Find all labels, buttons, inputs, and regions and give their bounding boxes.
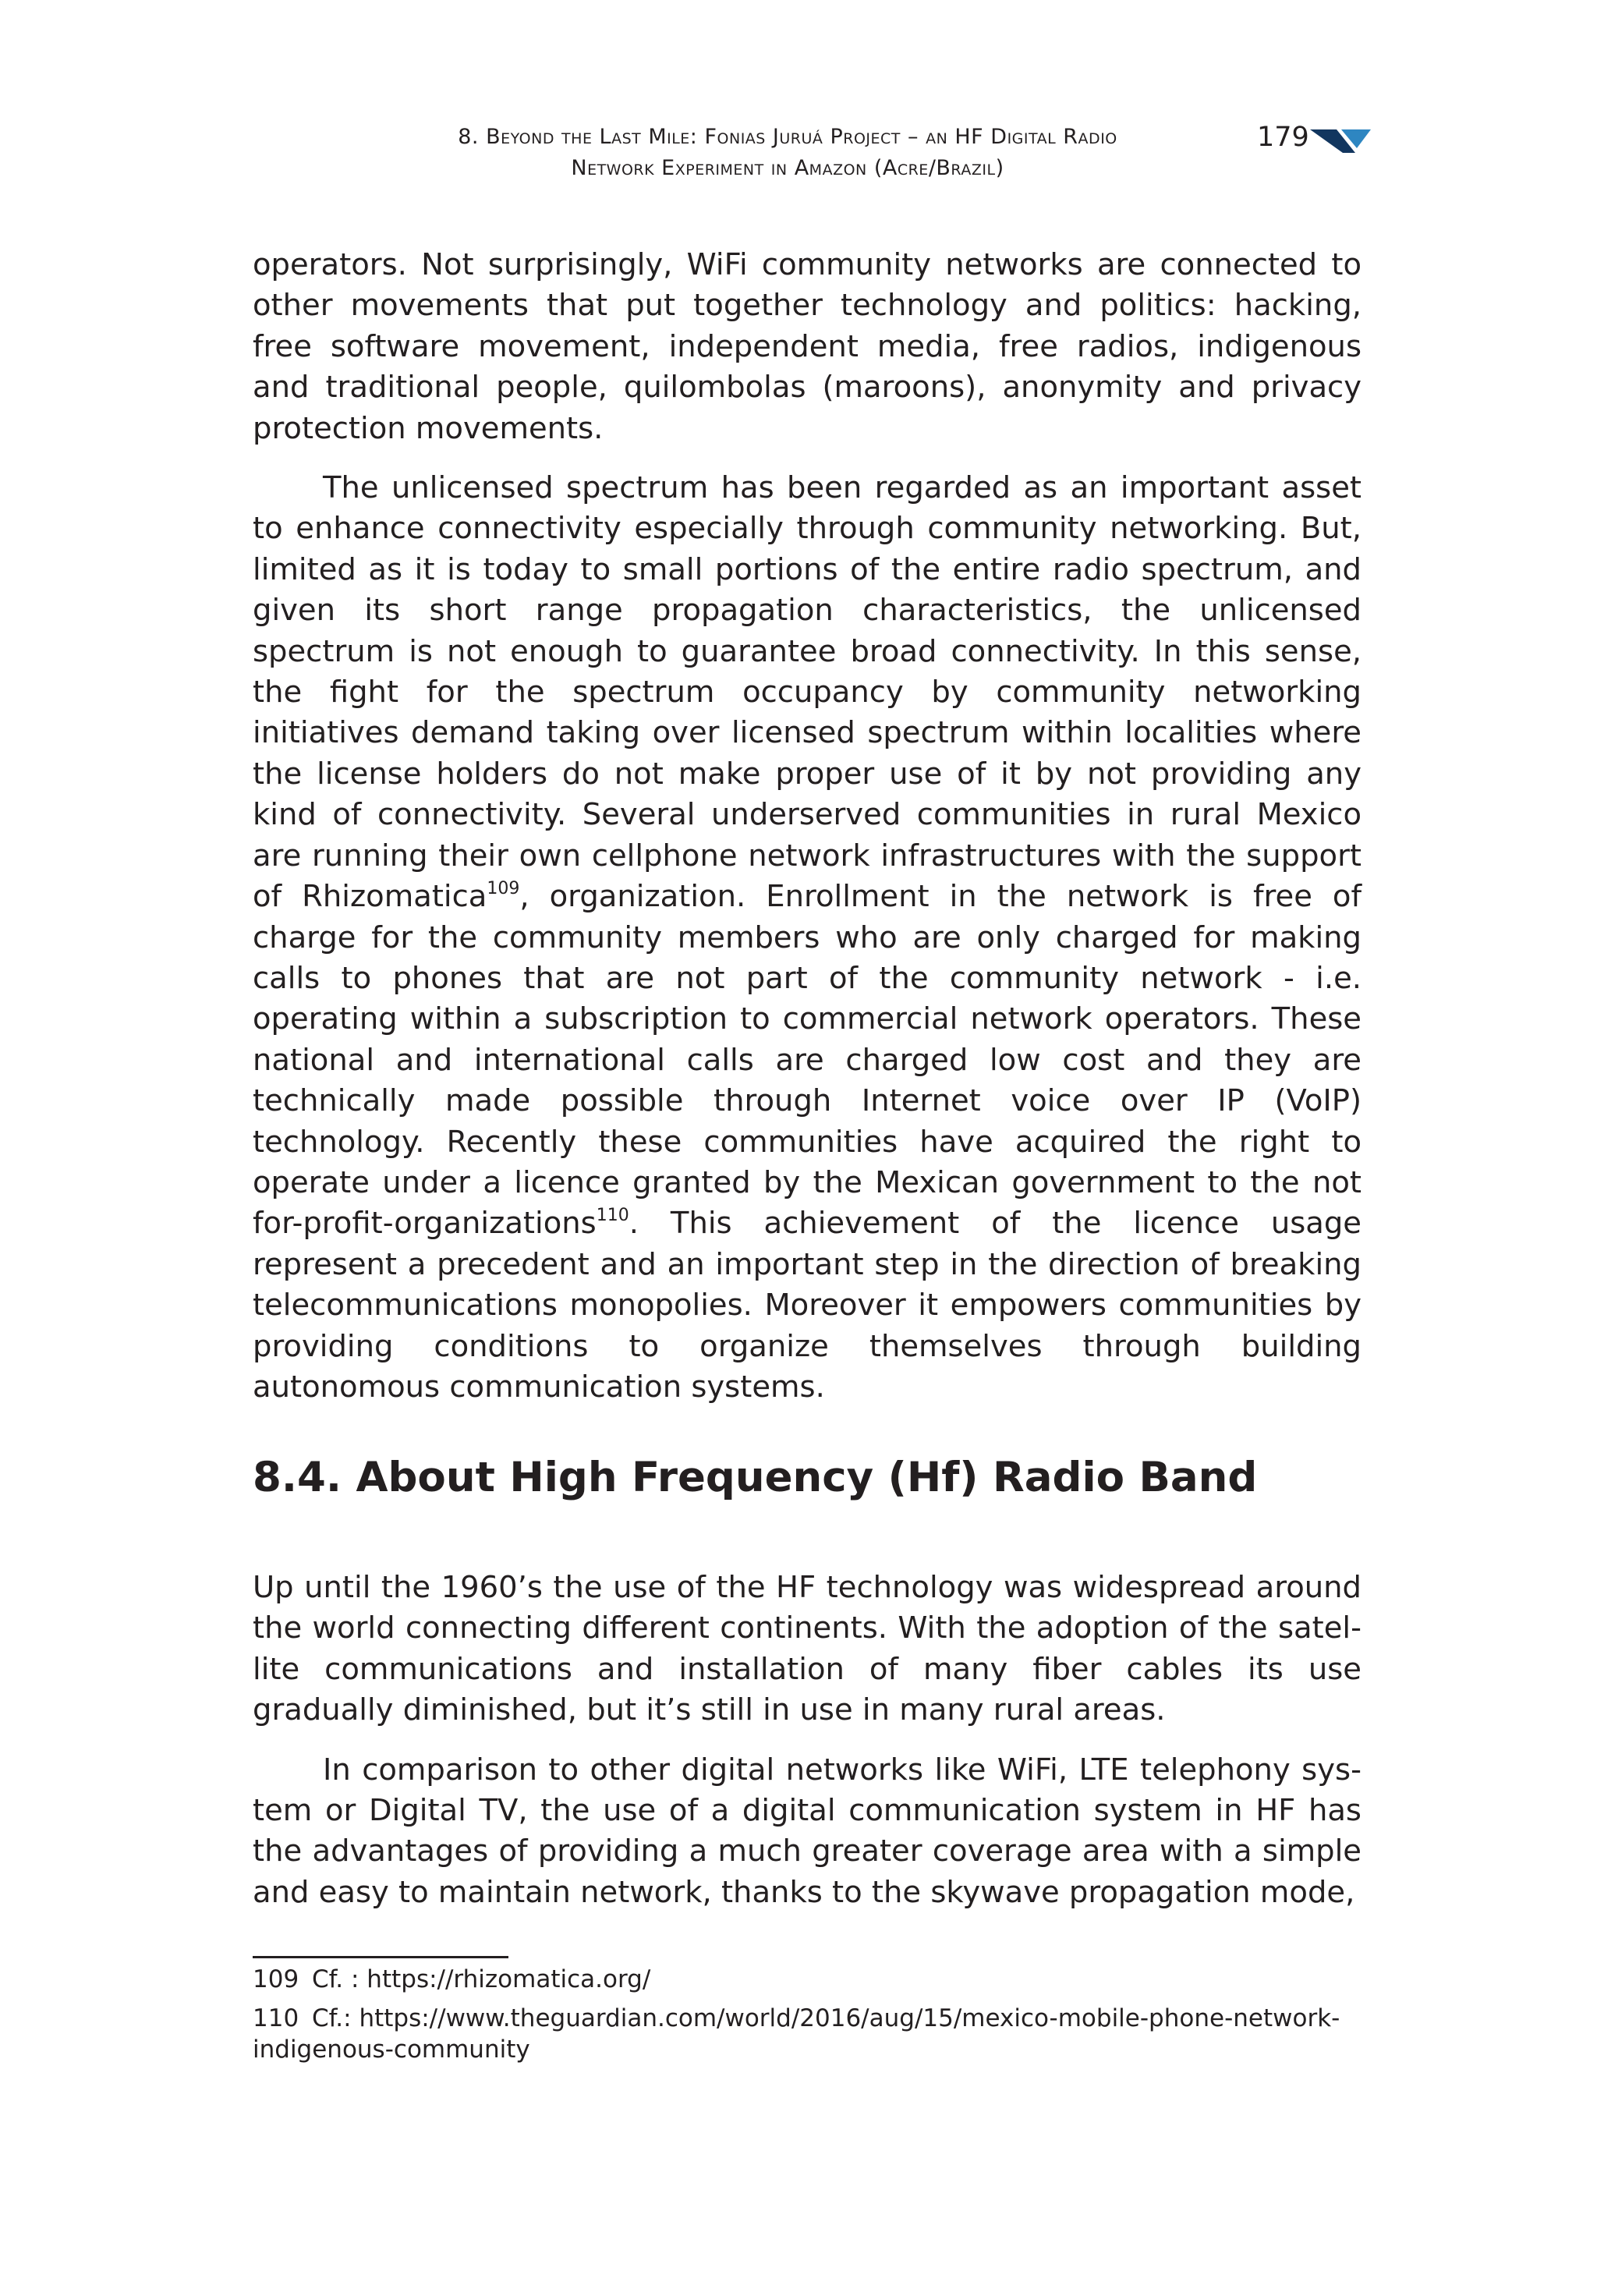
paragraph-2-text-a: The unlicensed spectrum has been regarded as an important asset to enhance connectivity especially through community networking. But, limited as it is today to small portions of the entire radio spectrum, and given its short range propagation characteristics, the unlicensed spectrum is not enough to guarantee broad connectivity. In this sense, the fight for the spectrum occupancy by community networking initiatives demand taking over licensed spectrum within localities where the license holders do not make proper use of it by not providing any kind of connectivity. Several underserved communities in rural Mexico are running their own cellphone network infrastructures with the support of Rhizomatica xyxy=(253,470,1362,915)
footnote-number: 109 xyxy=(253,1965,299,1993)
paragraph-3: Up until the 1960’s the use of the HF technology was widespread around the world connecting different continents. With the adoption of the satellite communications and installation of many fiber cables its use gradually diminished, but it’s still in use in many rural areas. xyxy=(253,1570,1362,1728)
paragraph-2-text-b: , organization. Enrollment in the network is free of charge for the community members who are only charged for making calls to phones that are not part of the community network - i.e. operating within a subscription to commercial network operators. These national and international calls are charged low cost and they are technically made possible through Internet voice over IP (VoIP) technology. Recently these communities have acquired the right to operate under a licence granted by the Mexican government to the not for-profit-organizations xyxy=(253,879,1362,1242)
footnotes xyxy=(253,1964,1362,2073)
running-header xyxy=(328,122,1248,184)
body-text-upper xyxy=(253,245,1362,1408)
footnote-ref-109: 109 xyxy=(487,879,520,899)
publisher-logo-icon xyxy=(1310,128,1372,154)
footnote-text: Cf. : https://rhizomatica.org/ xyxy=(312,1965,651,1993)
paragraph-4: In comparison to other digital networks like WiFi, LTE telephony system or Digital TV, the use of a digital communication system in HF has the advantages of providing a much greater coverage area with a simple and easy to maintain network, thanks to the skywave propagation mode, xyxy=(253,1752,1362,1910)
paragraph-2-text-c: . This achievement of the licence usage represent a precedent and an important step in the direction of breaking telecommunications monopolies. Moreover it empowers communities by providing conditions to organize themselves through building autonomous communication systems. xyxy=(253,1206,1362,1405)
page-number: 179 xyxy=(1257,122,1309,153)
running-header-line-2: Network Experiment in Amazon (Acre/Brazil) xyxy=(571,156,1004,180)
footnote-110 xyxy=(253,2003,1362,2065)
running-header-line-1: 8. Beyond the Last Mile: Fonias Juruá Project – an HF Digital Radio xyxy=(458,125,1117,149)
footnote-ref-110: 110 xyxy=(596,1206,629,1226)
footnote-number: 110 xyxy=(253,2004,299,2032)
footnote-text: Cf.: https://www.theguardian.com/world/2016/aug/15/mexico-mobile-phone-network-indigenous-community xyxy=(253,2004,1340,2064)
body-text-lower xyxy=(253,1568,1362,1913)
footnote-divider xyxy=(253,1956,508,1958)
footnote-109 xyxy=(253,1964,1362,1995)
section-heading: 8.4. About High Frequency (Hf) Radio Band xyxy=(253,1454,1258,1501)
paragraph-1: operators. Not surprisingly, WiFi community networks are connected to other movements that put together technology and politics: hacking, free software movement, independent media, free radios, indigenous and traditional people, quilombolas (maroons), anonymity and privacy protection movements. xyxy=(253,247,1362,446)
paragraph-2 xyxy=(253,468,1362,1408)
